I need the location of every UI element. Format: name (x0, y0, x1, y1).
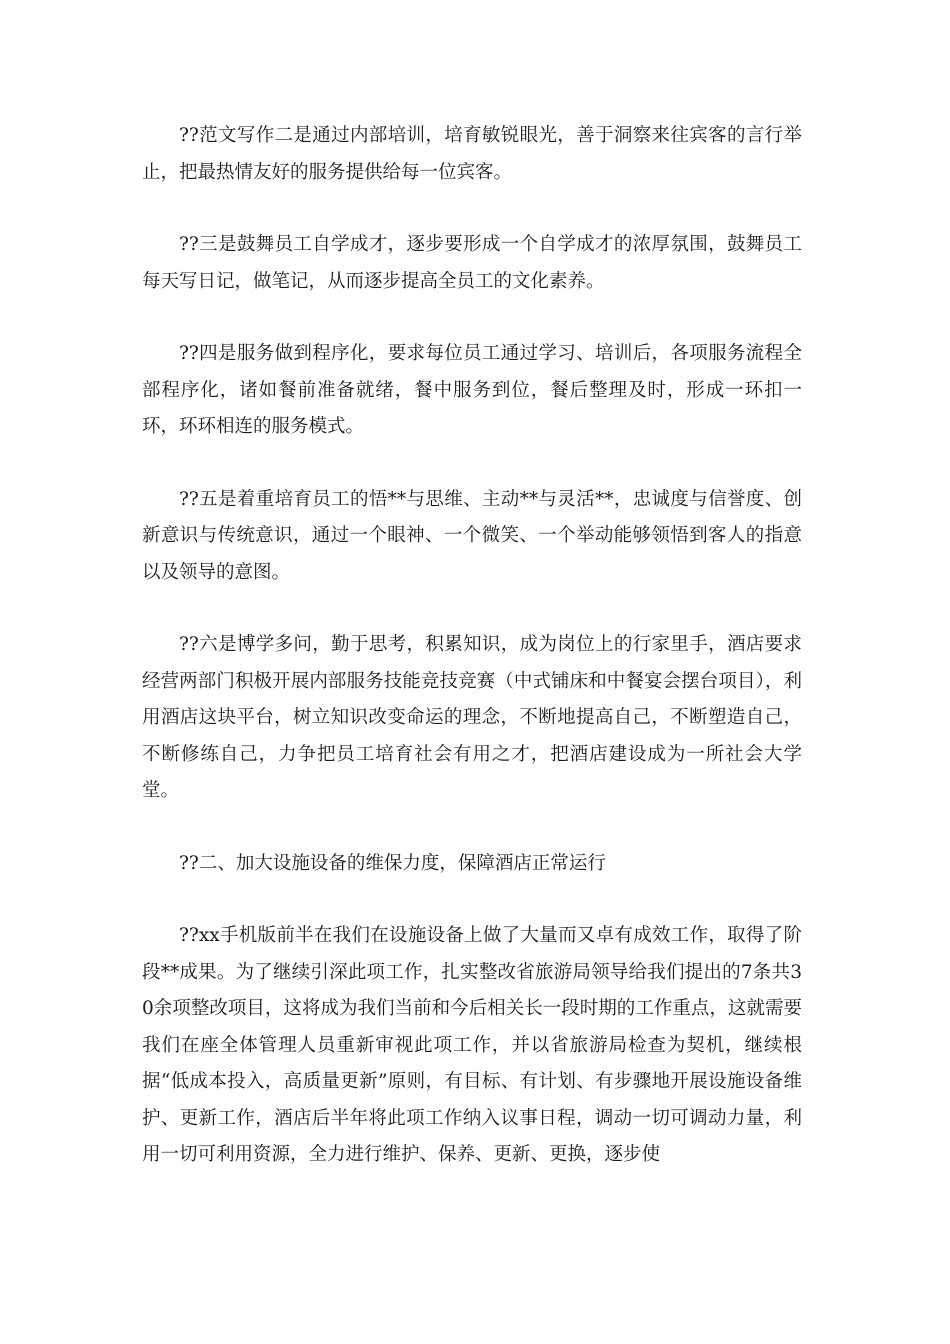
paragraph-training-insight: ??范文写作二是通过内部培训，培育敏锐眼光，善于洞察来往宾客的言行举止，把最热情友好的服务提供给每一位宾客。 (142, 125, 802, 183)
paragraph-spacer (142, 591, 802, 627)
paragraph-spacer (142, 191, 802, 227)
paragraph-spacer (142, 446, 802, 482)
paragraph-spacer (142, 882, 802, 918)
paragraph-learning-competition: ??六是博学多问，勤于思考，积累知识，成为岗位上的行家里手，酒店要求经营两部门积极开展内部服务技能竞技竞赛（中式铺床和中餐宴会摆台项目），利用酒店这块平台，树立知识改变命运的理念，不断地提高自己，不断塑造自己，不断修练自己，力争把员工培育社会有用之才，把酒店建设成为一所社会大学堂。 (142, 634, 802, 801)
paragraph-service-procedure: ??四是服务做到程序化，要求每位员工通过学习、培训后，各项服务流程全部程序化，诸如餐前准备就绪，餐中服务到位，餐后整理及时，形成一环扣一环，环环相连的服务模式。 (142, 343, 802, 437)
paragraph-facility-maintenance: ??xx手机版前半在我们在设施设备上做了大量而又卓有成效工作，取得了阶段**成果。为了继续引深此项工作，扎实整改省旅游局领导给我们提出的7条共30余项整改项目，这将成为我们当前和今后相关长一段时期的工作重点，这就需要我们在座全体管理人员重新审视此项工作，并以省旅游局检查为契机，继续根据“低成本投入，高质量更新”原则，有目标、有计划、有步骤地开展设施设备维护、更新工作，酒店后半年将此项工作纳入议事日程，调动一切可调动力量，利用一切可利用资源，全力进行维护、保养、更新、更换，逐步使 (142, 925, 802, 1165)
paragraph-spacer (142, 300, 802, 336)
paragraph-spacer (142, 810, 802, 846)
paragraph-staff-qualities: ??五是着重培育员工的悟**与思维、主动**与灵活**，忠诚度与信誉度、创新意识与传统意识，通过一个眼神、一个微笑、一个举动能够领悟到客人的指意以及领导的意图。 (142, 488, 802, 583)
document-body (142, 118, 802, 1174)
paragraph-self-study: ??三是鼓舞员工自学成才，逐步要形成一个自学成才的浓厚氛围，鼓舞员工每天写日记，做笔记，从而逐步提高全员工的文化素养。 (142, 234, 802, 292)
section-heading-facility-maintenance: ??二、加大设施设备的维保力度，保障酒店正常运行 (179, 852, 606, 874)
